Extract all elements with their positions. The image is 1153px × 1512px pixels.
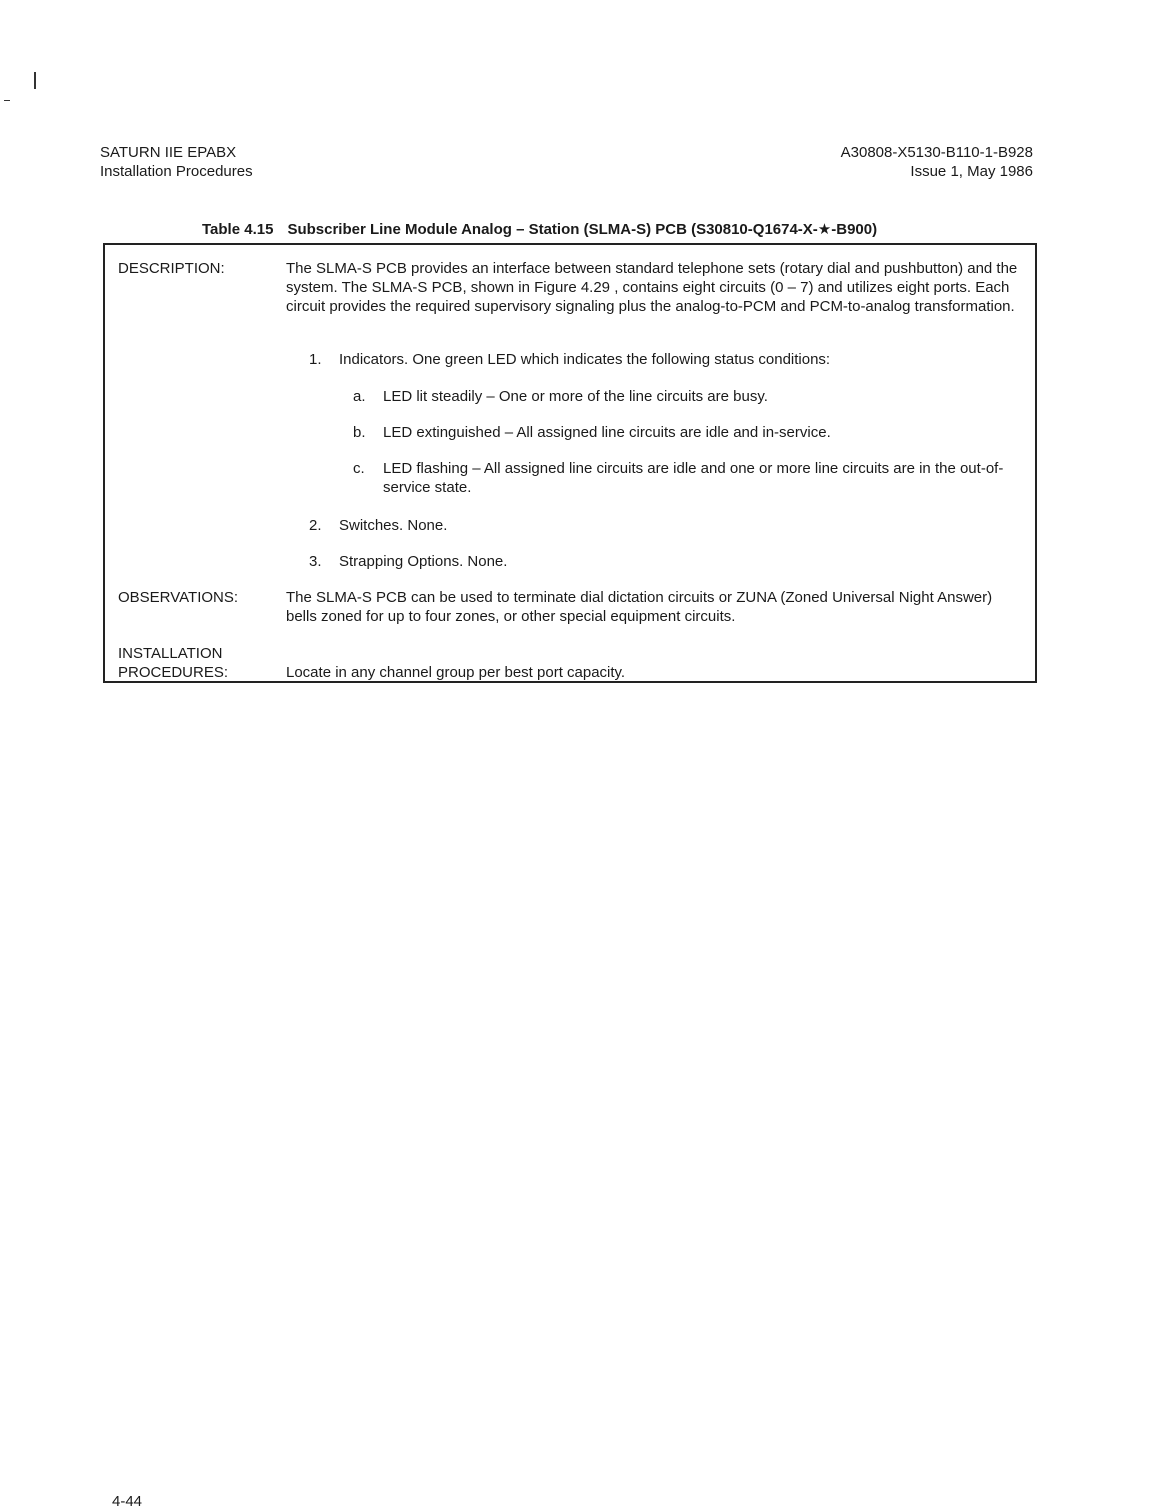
description-label: DESCRIPTION: xyxy=(118,260,225,277)
scan-mark xyxy=(34,72,36,89)
sub-list-item-text: LED flashing – All assigned line circuits are idle and one or more line circuits are in the out-of-service state. xyxy=(383,460,1004,496)
description-text: The SLMA-S PCB provides an interface between standard telephone sets (rotary dial and pushbutton) and the system. The SLMA-S PCB, shown in Figure 4.29 , contains eight circuits (0 – 7) and utilizes eight ports. Each circuit provides the required supervisory signaling plus the analog-to-PCM and PCM-to-analog transformation. xyxy=(286,260,1018,315)
installation-label-line1: INSTALLATION xyxy=(118,645,223,662)
sub-list-item xyxy=(353,387,1021,406)
list-item-text: Strapping Options. None. xyxy=(339,553,508,570)
list-item xyxy=(309,350,1021,369)
list-item xyxy=(309,552,1021,571)
issue-date: Issue 1, May 1986 xyxy=(910,163,1033,180)
page-number: 4-44 xyxy=(112,1493,143,1510)
scan-mark xyxy=(4,100,10,101)
product-name: SATURN IIE EPABX xyxy=(100,144,237,161)
sub-list-item-letter: a. xyxy=(353,388,366,405)
document-header-right xyxy=(841,143,1033,181)
installation-label-line2: PROCEDURES: xyxy=(118,664,229,681)
document-section: Installation Procedures xyxy=(100,163,253,180)
sub-list-item-letter: b. xyxy=(353,424,366,441)
table-caption xyxy=(202,220,877,238)
sub-list-item-text: LED extinguished – All assigned line circuits are idle and in-service. xyxy=(383,424,831,441)
list-item-number: 3. xyxy=(309,553,322,570)
installation-text: Locate in any channel group per best port capacity. xyxy=(286,664,626,681)
table-title: Subscriber Line Module Analog – Station (SLMA-S) PCB (S30810-Q1674-X-★-B900) xyxy=(287,221,878,238)
list-item-number: 2. xyxy=(309,517,322,534)
list-item xyxy=(309,516,1021,535)
list-item-text: Switches. None. xyxy=(339,517,448,534)
sub-list-item-text: LED lit steadily – One or more of the line circuits are busy. xyxy=(383,388,768,405)
installation-label xyxy=(118,644,228,682)
document-header-left xyxy=(100,143,253,181)
sub-list-item xyxy=(353,459,1021,497)
list-item-text: Indicators. One green LED which indicates the following status conditions: xyxy=(339,351,831,368)
sub-list-item-letter: c. xyxy=(353,460,365,477)
list-item-number: 1. xyxy=(309,351,322,368)
table-number: Table 4.15 xyxy=(202,221,274,238)
sub-list-item xyxy=(353,423,1021,442)
document-number: A30808-X5130-B110-1-B928 xyxy=(840,144,1033,161)
observations-label: OBSERVATIONS: xyxy=(118,589,239,606)
observations-text: The SLMA-S PCB can be used to terminate dial dictation circuits or ZUNA (Zoned Universal Night Answer) bells zoned for up to four zones, or other special equipment circuits. xyxy=(286,589,993,625)
